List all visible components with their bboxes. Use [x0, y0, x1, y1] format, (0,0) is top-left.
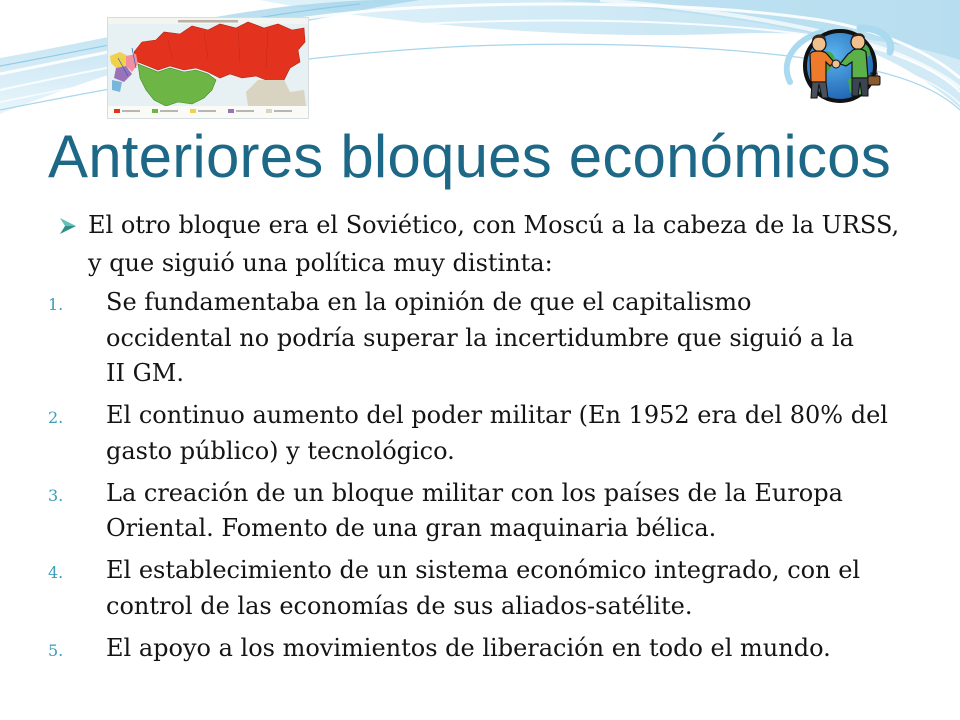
- numbered-item: [0, 398, 960, 469]
- item-line: El continuo aumento del poder militar (En 1952 era del 80% del: [106, 401, 888, 429]
- slide-content: [0, 206, 960, 666]
- numbered-item: [0, 553, 960, 624]
- slide-title: Anteriores bloques económicos: [48, 123, 891, 190]
- item-number: 2.: [48, 408, 64, 427]
- item-line: Se fundamentaba en la opinión de que el capitalismo: [106, 288, 752, 316]
- numbered-item: [0, 285, 960, 392]
- item-line: El apoyo a los movimientos de liberación en todo el mundo.: [106, 633, 831, 662]
- numbered-item: [0, 476, 960, 547]
- item-line: occidental no podría superar la incertidumbre que siguió a la: [106, 323, 854, 352]
- item-line: Oriental. Fomento de una gran maquinaria bélica.: [106, 514, 717, 542]
- intro-line: El otro bloque era el Soviético, con Moscú a la cabeza de la URSS,: [88, 211, 900, 239]
- numbered-list: [0, 285, 960, 666]
- item-line: gasto público) y tecnológico.: [106, 436, 455, 465]
- intro-line: y que siguió una política muy distinta:: [88, 249, 553, 277]
- item-line: control de las economías de sus aliados-satélite.: [106, 591, 693, 620]
- intro-bullet-paragraph: [0, 206, 960, 282]
- ussr-eastern-bloc-map-image: [108, 18, 308, 118]
- globe-handshake-icon: [782, 20, 897, 105]
- item-number: 4.: [48, 563, 64, 582]
- item-line: El establecimiento de un sistema económico integrado, con el: [106, 556, 861, 584]
- item-number: 1.: [48, 295, 64, 314]
- arrow-bullet-icon: [59, 217, 77, 235]
- item-line: La creación de un bloque militar con los países de la Europa: [106, 478, 843, 507]
- item-number: 3.: [48, 485, 64, 505]
- numbered-item: [0, 631, 960, 667]
- item-number: 5.: [48, 640, 64, 660]
- item-line: II GM.: [106, 359, 184, 387]
